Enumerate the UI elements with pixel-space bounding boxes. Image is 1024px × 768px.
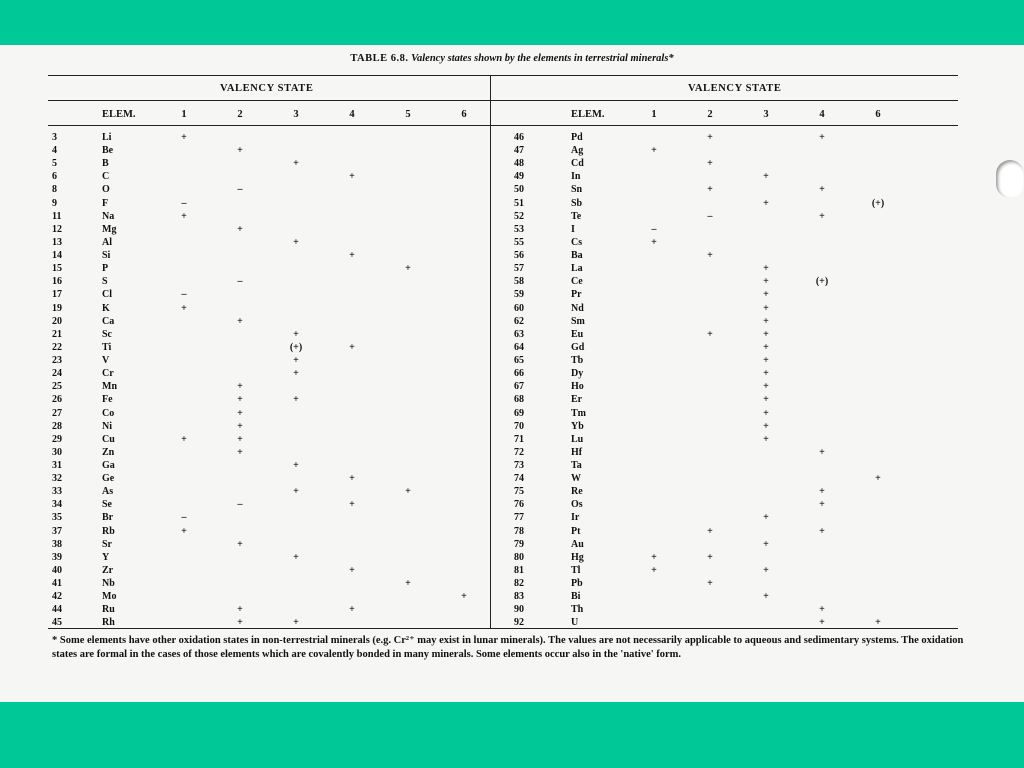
- right-element-symbol: In: [571, 171, 581, 183]
- left-atomic-number: 35: [52, 512, 62, 524]
- left-header-valency-4: 4: [349, 109, 355, 120]
- left-valency-mark: +: [237, 381, 243, 393]
- left-element-symbol: Br: [102, 512, 114, 524]
- left-element-symbol: Se: [102, 499, 112, 511]
- right-element-symbol: Ta: [571, 460, 582, 471]
- right-valency-mark: +: [651, 236, 657, 248]
- left-element-symbol: Ca: [102, 315, 115, 327]
- left-valency-mark: +: [461, 591, 467, 603]
- right-valency-mark: (+): [871, 197, 885, 209]
- right-atomic-number: 49: [514, 171, 524, 183]
- left-atomic-number: 40: [52, 564, 62, 576]
- right-valency-mark: +: [763, 368, 769, 380]
- right-element-symbol: Pb: [571, 578, 583, 590]
- right-valency-mark: +: [763, 341, 769, 353]
- left-atomic-number: 25: [52, 381, 62, 393]
- right-atomic-number: 68: [514, 394, 524, 406]
- right-element-symbol: La: [571, 263, 583, 275]
- left-header-valency-5: 5: [405, 109, 411, 120]
- right-atomic-number: 52: [514, 210, 524, 222]
- left-element-symbol: Fe: [102, 394, 113, 406]
- left-header-elem: ELEM.: [102, 109, 136, 120]
- right-valency-mark: –: [651, 223, 657, 235]
- left-element-symbol: S: [102, 276, 108, 288]
- left-element-symbol: Be: [102, 145, 114, 157]
- right-valency-mark: +: [707, 132, 713, 143]
- right-valency-mark: +: [819, 486, 825, 498]
- right-atomic-number: 71: [514, 433, 524, 445]
- left-element-symbol: Al: [102, 236, 112, 248]
- right-valency-mark: +: [819, 184, 825, 196]
- right-valency-mark: +: [763, 289, 769, 301]
- left-header-valency-1: 1: [181, 109, 187, 120]
- right-valency-mark: +: [763, 197, 769, 209]
- left-atomic-number: 12: [52, 223, 62, 235]
- left-valency-mark: +: [349, 341, 355, 353]
- right-atomic-number: 59: [514, 289, 524, 301]
- left-atomic-number: 38: [52, 538, 62, 550]
- left-atomic-number: 15: [52, 263, 62, 275]
- right-element-symbol: Nd: [571, 302, 584, 314]
- left-valency-mark: +: [405, 263, 411, 275]
- right-valency-mark: –: [707, 210, 713, 222]
- right-atomic-number: 63: [514, 328, 524, 340]
- left-valency-mark: +: [349, 499, 355, 511]
- left-element-symbol: Zr: [102, 564, 114, 576]
- right-atomic-number: 78: [514, 525, 524, 537]
- right-valency-mark: +: [707, 578, 713, 590]
- right-atomic-number: 90: [514, 604, 524, 616]
- right-atomic-number: 65: [514, 355, 524, 367]
- right-element-symbol: Pr: [571, 289, 582, 301]
- right-atomic-number: 74: [514, 473, 524, 485]
- right-valency-mark: +: [763, 407, 769, 419]
- left-element-symbol: Nb: [102, 578, 115, 590]
- right-valency-mark: +: [763, 328, 769, 340]
- left-element-symbol: As: [102, 486, 114, 498]
- right-atomic-number: 70: [514, 420, 524, 432]
- right-element-symbol: Cd: [571, 158, 584, 170]
- left-element-symbol: Ge: [102, 473, 115, 485]
- right-element-symbol: Hg: [571, 551, 584, 563]
- right-atomic-number: 92: [514, 617, 524, 629]
- right-valency-mark: +: [763, 591, 769, 603]
- left-valency-mark: +: [405, 578, 411, 590]
- left-element-symbol: Ga: [102, 460, 115, 471]
- right-header-elem: ELEM.: [571, 109, 605, 120]
- left-element-symbol: K: [102, 302, 110, 314]
- right-element-symbol: Tm: [571, 407, 586, 419]
- right-atomic-number: 66: [514, 368, 524, 380]
- left-valency-mark: +: [293, 328, 299, 340]
- left-element-symbol: Cl: [102, 289, 112, 301]
- right-atomic-number: 67: [514, 381, 524, 393]
- left-valency-mark: +: [237, 433, 243, 445]
- left-atomic-number: 19: [52, 302, 62, 314]
- left-valency-mark: +: [349, 473, 355, 485]
- left-valency-mark: +: [293, 355, 299, 367]
- left-valency-mark: +: [237, 315, 243, 327]
- right-valency-mark: +: [651, 551, 657, 563]
- left-valency-mark: +: [237, 538, 243, 550]
- left-valency-mark: +: [237, 446, 243, 458]
- left-atomic-number: 24: [52, 368, 62, 380]
- right-valency-mark: +: [763, 302, 769, 314]
- right-atomic-number: 76: [514, 499, 524, 511]
- left-valency-mark: (+): [289, 341, 303, 353]
- right-atomic-number: 77: [514, 512, 524, 524]
- right-valency-mark: +: [819, 499, 825, 511]
- right-element-symbol: Pt: [571, 525, 581, 537]
- left-valency-mark: +: [181, 525, 187, 537]
- right-element-symbol: Ba: [571, 250, 583, 262]
- left-valency-mark: +: [237, 604, 243, 616]
- left-valency-mark: +: [293, 368, 299, 380]
- right-element-symbol: Tb: [571, 355, 584, 367]
- right-element-symbol: Au: [571, 538, 584, 550]
- left-element-symbol: Si: [102, 250, 111, 262]
- right-valency-mark: +: [707, 250, 713, 262]
- left-element-symbol: V: [102, 355, 110, 367]
- left-element-symbol: Zn: [102, 446, 115, 458]
- left-atomic-number: 29: [52, 433, 62, 445]
- column-divider: [490, 75, 491, 628]
- right-element-symbol: I: [571, 223, 575, 235]
- left-valency-mark: +: [181, 132, 187, 143]
- left-valency-mark: +: [237, 420, 243, 432]
- left-atomic-number: 41: [52, 578, 62, 590]
- left-element-symbol: Co: [102, 407, 115, 419]
- right-atomic-number: 80: [514, 551, 524, 563]
- right-valency-mark: +: [819, 604, 825, 616]
- right-valency-mark: (+): [815, 276, 829, 288]
- left-valency-mark: +: [293, 551, 299, 563]
- right-header-valency-3: 3: [763, 109, 769, 120]
- table-caption: [0, 53, 1024, 64]
- right-atomic-number: 69: [514, 407, 524, 419]
- left-atomic-number: 44: [52, 604, 62, 616]
- right-element-symbol: Bi: [571, 591, 581, 603]
- right-header-valency-1: 1: [651, 109, 657, 120]
- right-atomic-number: 62: [514, 315, 524, 327]
- left-element-symbol: Cr: [102, 368, 114, 380]
- left-atomic-number: 13: [52, 236, 62, 248]
- right-atomic-number: 73: [514, 460, 524, 471]
- right-atomic-number: 81: [514, 564, 524, 576]
- right-valency-mark: +: [763, 355, 769, 367]
- left-valency-mark: –: [181, 512, 187, 524]
- right-valency-mark: +: [707, 158, 713, 170]
- left-atomic-number: 33: [52, 486, 62, 498]
- table-title: Valency states shown by the elements in terrestrial minerals*: [411, 53, 674, 64]
- left-valency-mark: +: [181, 210, 187, 222]
- left-header-valency-6: 6: [461, 109, 467, 120]
- left-element-symbol: Li: [102, 132, 112, 143]
- left-atomic-number: 34: [52, 499, 62, 511]
- left-atomic-number: 37: [52, 525, 62, 537]
- right-valency-mark: +: [875, 473, 881, 485]
- left-element-symbol: Mo: [102, 591, 117, 603]
- right-valency-mark: +: [651, 145, 657, 157]
- left-atomic-number: 8: [52, 184, 57, 196]
- left-atomic-number: 26: [52, 394, 62, 406]
- left-atomic-number: 11: [52, 210, 62, 222]
- left-element-symbol: Ti: [102, 341, 112, 353]
- right-header-valency-2: 2: [707, 109, 713, 120]
- left-atomic-number: 21: [52, 328, 62, 340]
- right-element-symbol: Os: [571, 499, 583, 511]
- right-element-symbol: Ce: [571, 276, 583, 288]
- right-valency-mark: +: [819, 210, 825, 222]
- left-valency-mark: –: [237, 276, 243, 288]
- right-atomic-number: 64: [514, 341, 524, 353]
- left-element-symbol: O: [102, 184, 110, 196]
- left-valency-mark: +: [181, 302, 187, 314]
- right-atomic-number: 79: [514, 538, 524, 550]
- right-atomic-number: 83: [514, 591, 524, 603]
- left-atomic-number: 16: [52, 276, 62, 288]
- table-label: TABLE 6.8.: [350, 53, 409, 64]
- left-element-symbol: P: [102, 263, 109, 275]
- right-valency-mark: +: [707, 184, 713, 196]
- right-header-valency-6: 6: [875, 109, 881, 120]
- right-valency-mark: +: [875, 617, 881, 629]
- right-element-symbol: Cs: [571, 236, 583, 248]
- left-header-valency-2: 2: [237, 109, 243, 120]
- left-atomic-number: 14: [52, 250, 62, 262]
- left-atomic-number: 9: [52, 197, 57, 209]
- right-element-symbol: Er: [571, 394, 583, 406]
- left-element-symbol: C: [102, 171, 110, 183]
- right-valency-mark: +: [763, 512, 769, 524]
- left-atomic-number: 20: [52, 315, 62, 327]
- left-element-symbol: Mn: [102, 381, 117, 393]
- right-valency-mark: +: [763, 394, 769, 406]
- left-element-symbol: Rb: [102, 525, 115, 537]
- right-valency-mark: +: [819, 446, 825, 458]
- left-atomic-number: 6: [52, 171, 57, 183]
- right-element-symbol: Hf: [571, 446, 583, 458]
- right-valency-mark: +: [763, 538, 769, 550]
- left-element-symbol: Sr: [102, 538, 112, 550]
- right-element-symbol: Ir: [571, 512, 580, 524]
- header-rule: [48, 100, 958, 101]
- right-valency-mark: +: [707, 551, 713, 563]
- footnote: * Some elements have other oxidation states in non-terrestrial minerals (e.g. Cr²⁺ may exist in lunar minerals). The values are not necessarily applicable to aqueous and sedimentary systems. The oxidation states are formal in the cases of those elements which are covalently bonded in many minerals. Some elements occur also in the 'native' form.: [52, 635, 964, 660]
- right-atomic-number: 55: [514, 236, 524, 248]
- right-valency-mark: +: [763, 433, 769, 445]
- right-atomic-number: 72: [514, 446, 524, 458]
- right-element-symbol: Gd: [571, 341, 585, 353]
- left-atomic-number: 17: [52, 289, 62, 301]
- right-element-symbol: Ag: [571, 145, 584, 157]
- left-element-symbol: Y: [102, 551, 110, 563]
- left-element-symbol: B: [102, 158, 109, 170]
- right-atomic-number: 53: [514, 223, 524, 235]
- right-atomic-number: 58: [514, 276, 524, 288]
- left-atomic-number: 30: [52, 446, 62, 458]
- subheader-rule: [48, 125, 958, 126]
- right-atomic-number: 82: [514, 578, 524, 590]
- right-valency-header: VALENCY STATE: [688, 83, 782, 94]
- right-element-symbol: Lu: [571, 433, 584, 445]
- right-atomic-number: 57: [514, 263, 524, 275]
- left-valency-mark: +: [237, 145, 243, 157]
- right-valency-mark: +: [763, 564, 769, 576]
- left-atomic-number: 5: [52, 158, 57, 170]
- left-valency-mark: +: [293, 617, 299, 629]
- left-atomic-number: 3: [52, 132, 57, 143]
- left-valency-mark: +: [405, 486, 411, 498]
- left-valency-mark: +: [237, 394, 243, 406]
- right-atomic-number: 56: [514, 250, 524, 262]
- left-valency-header: VALENCY STATE: [220, 83, 314, 94]
- right-atomic-number: 47: [514, 145, 524, 157]
- left-element-symbol: Na: [102, 210, 115, 222]
- punch-hole: [996, 160, 1024, 198]
- right-valency-mark: +: [707, 525, 713, 537]
- left-atomic-number: 27: [52, 407, 62, 419]
- right-valency-mark: +: [763, 263, 769, 275]
- left-valency-mark: +: [237, 617, 243, 629]
- right-element-symbol: Ho: [571, 381, 584, 393]
- right-element-symbol: Eu: [571, 328, 584, 340]
- right-element-symbol: Yb: [571, 420, 584, 432]
- right-atomic-number: 51: [514, 197, 524, 209]
- left-valency-mark: +: [293, 460, 299, 471]
- top-rule: [48, 75, 958, 76]
- right-element-symbol: U: [571, 617, 579, 629]
- left-atomic-number: 28: [52, 420, 62, 432]
- left-valency-mark: +: [293, 158, 299, 170]
- right-valency-mark: +: [707, 328, 713, 340]
- right-element-symbol: Te: [571, 210, 582, 222]
- right-header-valency-4: 4: [819, 109, 825, 120]
- left-atomic-number: 39: [52, 551, 62, 563]
- right-atomic-number: 60: [514, 302, 524, 314]
- left-atomic-number: 42: [52, 591, 62, 603]
- left-valency-mark: +: [237, 407, 243, 419]
- left-valency-mark: +: [349, 564, 355, 576]
- right-valency-mark: +: [763, 171, 769, 183]
- right-valency-mark: +: [819, 617, 825, 629]
- right-element-symbol: Pd: [571, 132, 583, 143]
- right-element-symbol: Sn: [571, 184, 583, 196]
- left-valency-mark: +: [181, 433, 187, 445]
- left-element-symbol: Cu: [102, 433, 115, 445]
- left-valency-mark: –: [181, 197, 187, 209]
- left-atomic-number: 32: [52, 473, 62, 485]
- right-valency-mark: +: [819, 525, 825, 537]
- left-header-valency-3: 3: [293, 109, 299, 120]
- document-page: [0, 45, 1024, 702]
- right-valency-mark: +: [763, 381, 769, 393]
- right-valency-mark: +: [763, 276, 769, 288]
- left-atomic-number: 31: [52, 460, 62, 471]
- right-element-symbol: Re: [571, 486, 583, 498]
- left-valency-mark: –: [181, 289, 187, 301]
- right-element-symbol: Dy: [571, 368, 584, 380]
- left-element-symbol: Rh: [102, 617, 115, 629]
- left-valency-mark: +: [293, 394, 299, 406]
- left-element-symbol: F: [102, 197, 109, 209]
- left-element-symbol: Sc: [102, 328, 112, 340]
- left-valency-mark: +: [349, 171, 355, 183]
- right-atomic-number: 75: [514, 486, 524, 498]
- left-element-symbol: Mg: [102, 223, 117, 235]
- left-valency-mark: –: [237, 499, 243, 511]
- left-element-symbol: Ni: [102, 420, 112, 432]
- left-atomic-number: 45: [52, 617, 62, 629]
- left-atomic-number: 22: [52, 341, 62, 353]
- left-valency-mark: +: [349, 604, 355, 616]
- right-valency-mark: +: [763, 315, 769, 327]
- left-valency-mark: +: [349, 250, 355, 262]
- right-valency-mark: +: [819, 132, 825, 143]
- left-atomic-number: 4: [52, 145, 57, 157]
- right-atomic-number: 50: [514, 184, 524, 196]
- left-valency-mark: +: [293, 236, 299, 248]
- left-valency-mark: +: [293, 486, 299, 498]
- right-valency-mark: +: [651, 564, 657, 576]
- right-element-symbol: Th: [571, 604, 584, 616]
- right-valency-mark: +: [763, 420, 769, 432]
- left-valency-mark: –: [237, 184, 243, 196]
- right-element-symbol: Sm: [571, 315, 585, 327]
- left-valency-mark: +: [237, 223, 243, 235]
- right-atomic-number: 46: [514, 132, 524, 143]
- right-element-symbol: Tl: [571, 564, 581, 576]
- right-atomic-number: 48: [514, 158, 524, 170]
- right-element-symbol: Sb: [571, 197, 583, 209]
- left-atomic-number: 23: [52, 355, 62, 367]
- right-element-symbol: W: [571, 473, 581, 485]
- left-element-symbol: Ru: [102, 604, 115, 616]
